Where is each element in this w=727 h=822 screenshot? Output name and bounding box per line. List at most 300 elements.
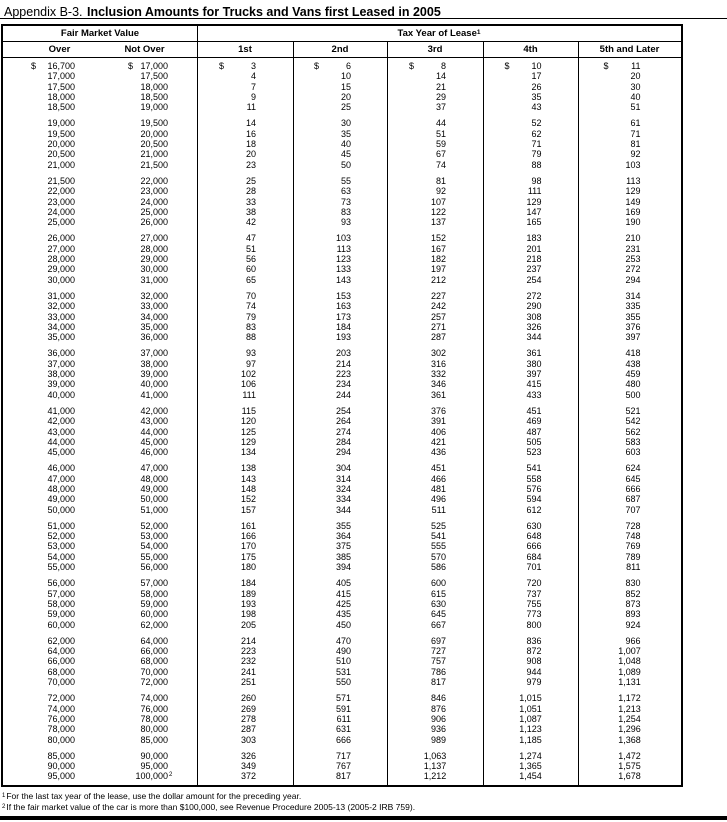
- cell-value: 183: [526, 233, 542, 244]
- year5-cell: [578, 129, 681, 139]
- year1-cell: [197, 771, 293, 781]
- cell-value: 757: [430, 656, 446, 667]
- year4-cell: [483, 578, 578, 588]
- cell-value: 314: [625, 290, 641, 301]
- year4-cell: [483, 494, 578, 504]
- cell-value: 78,000: [47, 724, 75, 735]
- table-row: [3, 71, 681, 81]
- fmv-not-over-cell: [100, 82, 197, 92]
- cell-value: 594: [526, 494, 542, 505]
- year4-cell: [483, 714, 578, 724]
- year4-cell: [483, 139, 578, 149]
- cell-value: 227: [430, 290, 446, 301]
- year2-cell: [293, 390, 387, 400]
- year2-cell: [293, 301, 387, 311]
- year3-cell: [387, 139, 483, 149]
- year1-cell: [197, 264, 293, 274]
- year4-cell: [483, 332, 578, 342]
- cell-value: 88: [245, 332, 256, 343]
- year3-cell: [387, 531, 483, 541]
- cell-value: 335: [625, 301, 641, 312]
- cell-value: 438: [625, 358, 641, 369]
- cell-value: 111: [242, 389, 256, 400]
- year3-cell: [387, 322, 483, 332]
- cell-value: 51,000: [47, 520, 75, 531]
- cell-value: 26,000: [140, 217, 168, 228]
- year1-cell: [197, 636, 293, 646]
- fmv-over-cell: [3, 322, 100, 332]
- fmv-over-cell: [3, 693, 100, 703]
- row-group: [3, 291, 681, 342]
- cell-value: 334: [335, 494, 351, 505]
- cell-value: 58,000: [140, 588, 168, 599]
- cell-value: 355: [335, 520, 351, 531]
- year5-cell: [578, 620, 681, 630]
- cell-value: 148: [240, 483, 256, 494]
- fmv-not-over-cell: [100, 369, 197, 379]
- year3-cell: [387, 562, 483, 572]
- year5-cell: [578, 704, 681, 714]
- fmv-not-over-cell: [100, 505, 197, 515]
- cell-value: 385: [335, 551, 351, 562]
- year1-cell: [197, 160, 293, 170]
- cell-value: 701: [526, 562, 542, 573]
- table-row: [3, 379, 681, 389]
- cell-value: 45,000: [47, 447, 75, 458]
- year1-cell: [197, 348, 293, 358]
- year5-cell: [578, 92, 681, 102]
- year4-cell: [483, 562, 578, 572]
- cell-value: 62,000: [47, 635, 75, 646]
- cell-value: 28: [245, 186, 256, 197]
- cell-value: 375: [335, 541, 351, 552]
- cell-value: 231: [625, 243, 641, 254]
- footnote-1-text: For the last tax year of the lease, use the dollar amount for the preceding year.: [6, 790, 302, 801]
- year2-cell: [293, 416, 387, 426]
- year5-cell: [578, 656, 681, 666]
- cell-value: 272: [625, 264, 641, 275]
- cell-value: 17,500: [47, 81, 75, 92]
- cell-value: 24,000: [140, 196, 168, 207]
- table-row: [3, 160, 681, 170]
- year2-cell: [293, 646, 387, 656]
- year2-cell: [293, 359, 387, 369]
- cell-value: 47: [245, 233, 256, 244]
- fmv-not-over-cell: [100, 552, 197, 562]
- cell-value: 167: [430, 243, 446, 254]
- table-row: [3, 275, 681, 285]
- year1-cell: [197, 552, 293, 562]
- cell-value: 163: [335, 301, 351, 312]
- cell-value: 755: [526, 598, 542, 609]
- year1-cell: [197, 751, 293, 761]
- cell-value: 40: [630, 91, 641, 102]
- year4-cell: [483, 359, 578, 369]
- cell-value: 18,500: [140, 91, 168, 102]
- cell-value: 103: [625, 159, 641, 170]
- fmv-not-over-cell: [100, 494, 197, 504]
- year5-cell: [578, 61, 681, 71]
- cell-value: 830: [625, 578, 641, 589]
- cell-value: 57,000: [140, 578, 168, 589]
- cell-value: 72,000: [140, 677, 168, 688]
- year5-cell: [578, 677, 681, 687]
- cell-value: 645: [430, 609, 446, 620]
- cell-value: 55: [340, 175, 351, 186]
- cell-value: 30,000: [140, 264, 168, 275]
- fmv-over-cell: [3, 704, 100, 714]
- table-row: [3, 82, 681, 92]
- year4-cell: [483, 160, 578, 170]
- year4-cell: [483, 390, 578, 400]
- cell-value: 17: [531, 71, 542, 82]
- year1-cell: [197, 176, 293, 186]
- header-1st-year: 1st: [238, 44, 252, 55]
- cell-value: 64,000: [140, 635, 168, 646]
- cell-value: 212: [430, 274, 446, 285]
- cell-value: 666: [335, 734, 351, 745]
- cell-value: 510: [335, 656, 351, 667]
- table-row: [3, 332, 681, 342]
- year3-cell: [387, 704, 483, 714]
- year3-cell: [387, 359, 483, 369]
- table-row: [3, 656, 681, 666]
- fmv-over-cell: [3, 139, 100, 149]
- year2-cell: [293, 620, 387, 630]
- row-group: [3, 693, 681, 744]
- cell-value: 20,000: [47, 139, 75, 150]
- cell-value: 25,000: [47, 217, 75, 228]
- cell-value: 48,000: [140, 473, 168, 484]
- year2-cell: [293, 82, 387, 92]
- year2-cell: [293, 379, 387, 389]
- table-row: [3, 149, 681, 159]
- year5-cell: [578, 693, 681, 703]
- cell-value: 421: [430, 436, 446, 447]
- year3-cell: [387, 541, 483, 551]
- cell-value: 113: [336, 243, 351, 254]
- fmv-not-over-cell: [100, 589, 197, 599]
- table-row: [3, 667, 681, 677]
- cell-value: 600: [430, 578, 446, 589]
- table-row: [3, 264, 681, 274]
- cell-value: 966: [625, 635, 641, 646]
- cell-value: 525: [430, 520, 446, 531]
- fmv-not-over-cell: [100, 348, 197, 358]
- cell-value: 80,000: [140, 724, 168, 735]
- cell-value: 149: [625, 196, 641, 207]
- year3-cell: [387, 771, 483, 781]
- fmv-over-cell: [3, 369, 100, 379]
- cell-value: 30: [340, 118, 351, 129]
- cell-value: 51,000: [140, 504, 168, 515]
- cell-value: 583: [625, 436, 641, 447]
- year4-cell: [483, 437, 578, 447]
- cell-value: 20: [340, 91, 351, 102]
- cell-value: 44: [435, 118, 446, 129]
- cell-value: 40,000: [140, 379, 168, 390]
- cell-value: 107: [430, 196, 446, 207]
- year5-cell: [578, 118, 681, 128]
- fmv-over-cell: [3, 176, 100, 186]
- cell-value: 201: [526, 243, 542, 254]
- year1-cell: [197, 92, 293, 102]
- fmv-not-over-cell: [100, 724, 197, 734]
- year3-cell: [387, 447, 483, 457]
- inclusion-amounts-table: [1, 24, 683, 787]
- cell-value: 14: [435, 71, 446, 82]
- table-row: [3, 416, 681, 426]
- cell-value: 152: [240, 494, 256, 505]
- cell-value: 26,000: [47, 233, 75, 244]
- year3-cell: [387, 693, 483, 703]
- cell-value: 190: [625, 217, 641, 228]
- cell-value: 74: [435, 159, 446, 170]
- fmv-not-over-cell: [100, 71, 197, 81]
- cell-value: 28,000: [140, 243, 168, 254]
- table-row: [3, 578, 681, 588]
- year5-cell: [578, 390, 681, 400]
- cell-value: 541: [526, 463, 542, 474]
- year3-cell: [387, 599, 483, 609]
- cell-value: 603: [625, 447, 641, 458]
- cell-value: 23,000: [47, 196, 75, 207]
- fmv-not-over-cell: [100, 233, 197, 243]
- cell-value: 630: [430, 598, 446, 609]
- appendix-title: [0, 0, 727, 19]
- cell-value: 302: [430, 348, 446, 359]
- year5-cell: [578, 521, 681, 531]
- year1-cell: [197, 416, 293, 426]
- cell-value: 115: [241, 405, 256, 416]
- cell-value: 32,000: [140, 290, 168, 301]
- year2-cell: [293, 761, 387, 771]
- table-row: [3, 390, 681, 400]
- year3-cell: [387, 264, 483, 274]
- dollar-sign: $: [409, 61, 415, 71]
- table-row: [3, 186, 681, 196]
- fmv-over-cell: [3, 589, 100, 599]
- year2-cell: [293, 562, 387, 572]
- cell-value: 624: [625, 463, 641, 474]
- year1-cell: [197, 322, 293, 332]
- table-row: [3, 531, 681, 541]
- cell-value: 43,000: [47, 426, 75, 437]
- year4-cell: [483, 416, 578, 426]
- year5-cell: [578, 322, 681, 332]
- fmv-over-cell: [3, 484, 100, 494]
- year4-cell: [483, 92, 578, 102]
- cell-value: 29: [435, 91, 446, 102]
- year5-cell: [578, 552, 681, 562]
- table-row: [3, 636, 681, 646]
- cell-value: 284: [335, 436, 351, 447]
- cell-value: 451: [430, 463, 446, 474]
- cell-value: 4: [250, 71, 256, 82]
- table-row: [3, 92, 681, 102]
- year1-cell: [197, 609, 293, 619]
- table-row: [3, 359, 681, 369]
- cell-value: 260: [240, 693, 256, 704]
- fmv-over-cell: [3, 118, 100, 128]
- cell-value: 380: [526, 358, 542, 369]
- cell-value: 8: [440, 61, 446, 71]
- row-group: [3, 751, 681, 782]
- fmv-not-over-cell: [100, 463, 197, 473]
- cell-value: 120: [240, 416, 256, 427]
- row-group: [3, 521, 681, 572]
- cell-value: 23,000: [140, 186, 168, 197]
- fmv-over-cell: [3, 149, 100, 159]
- cell-value: 500: [625, 389, 641, 400]
- fmv-over-cell: [3, 71, 100, 81]
- year1-cell: [197, 667, 293, 677]
- year5-cell: [578, 369, 681, 379]
- year4-cell: [483, 693, 578, 703]
- cell-value: 397: [625, 332, 641, 343]
- cell-value: 48,000: [47, 483, 75, 494]
- year2-cell: [293, 599, 387, 609]
- cell-value: 35,000: [47, 332, 75, 343]
- year1-cell: [197, 599, 293, 609]
- cell-value: 496: [430, 494, 446, 505]
- fmv-not-over-cell: [100, 735, 197, 745]
- cell-value: 612: [526, 504, 542, 515]
- year2-cell: [293, 264, 387, 274]
- footnote-2-marker: 2: [2, 803, 6, 810]
- fmv-not-over-cell: [100, 61, 197, 71]
- year1-cell: [197, 541, 293, 551]
- fmv-not-over-cell: [100, 312, 197, 322]
- cell-value: 153: [335, 290, 351, 301]
- year2-cell: [293, 348, 387, 358]
- table-row: [3, 301, 681, 311]
- cell-value: 1,454: [519, 771, 542, 782]
- year4-cell: [483, 118, 578, 128]
- year1-cell: [197, 369, 293, 379]
- year4-cell: [483, 531, 578, 541]
- table-row: [3, 427, 681, 437]
- year5-cell: [578, 609, 681, 619]
- year1-cell: [197, 118, 293, 128]
- cell-value: 425: [335, 598, 351, 609]
- year3-cell: [387, 724, 483, 734]
- cell-value: 852: [625, 588, 641, 599]
- year1-cell: [197, 646, 293, 656]
- year5-cell: [578, 541, 681, 551]
- fmv-over-cell: [3, 160, 100, 170]
- cell-value: 1,048: [618, 656, 641, 667]
- fmv-not-over-cell: [100, 207, 197, 217]
- cell-value: 60,000: [47, 619, 75, 630]
- cell-value: 906: [430, 713, 446, 724]
- cell-value: 16: [245, 128, 256, 139]
- cell-value: 80,000: [47, 734, 75, 745]
- cell-value: 630: [526, 520, 542, 531]
- fmv-over-cell: [3, 254, 100, 264]
- cell-value: 591: [335, 703, 351, 714]
- year3-cell: [387, 244, 483, 254]
- cell-value: 36,000: [140, 332, 168, 343]
- year1-cell: [197, 359, 293, 369]
- cell-value: 52,000: [140, 520, 168, 531]
- fmv-over-cell: [3, 562, 100, 572]
- fmv-not-over-cell: [100, 646, 197, 656]
- fmv-over-cell: [3, 437, 100, 447]
- footnote-2: [2, 802, 727, 813]
- cell-value: 57,000: [47, 588, 75, 599]
- fmv-not-over-cell: [100, 521, 197, 531]
- year4-cell: [483, 667, 578, 677]
- cell-value: 505: [526, 436, 542, 447]
- cell-value: 123: [335, 254, 351, 265]
- cell-value: 103: [335, 233, 351, 244]
- fmv-not-over-cell: [100, 484, 197, 494]
- year3-cell: [387, 275, 483, 285]
- fmv-over-cell: [3, 447, 100, 457]
- cell-value: 773: [526, 609, 542, 620]
- cell-value: 98: [531, 175, 542, 186]
- fmv-over-cell: [3, 301, 100, 311]
- year4-cell: [483, 312, 578, 322]
- cell-value: 92: [630, 149, 641, 160]
- cell-value: 62: [531, 128, 542, 139]
- cell-value: 30: [630, 81, 641, 92]
- year2-cell: [293, 656, 387, 666]
- fmv-not-over-cell: [100, 714, 197, 724]
- cell-value: 35,000: [140, 321, 168, 332]
- table-row: [3, 735, 681, 745]
- table-row: [3, 369, 681, 379]
- fmv-over-cell: [3, 505, 100, 515]
- year2-cell: [293, 233, 387, 243]
- cell-value: 45: [340, 149, 351, 160]
- year1-cell: [197, 735, 293, 745]
- cell-value: 436: [430, 447, 446, 458]
- cell-value: 433: [526, 389, 542, 400]
- cell-value: 203: [335, 348, 351, 359]
- cell-value: 54,000: [140, 541, 168, 552]
- year3-cell: [387, 301, 483, 311]
- fmv-over-cell: [3, 474, 100, 484]
- fmv-over-cell: [3, 129, 100, 139]
- year5-cell: [578, 724, 681, 734]
- year5-cell: [578, 207, 681, 217]
- cell-value: 720: [526, 578, 542, 589]
- cell-value: 81: [630, 139, 641, 150]
- year2-cell: [293, 677, 387, 687]
- fmv-over-cell: [3, 494, 100, 504]
- cell-value: 68,000: [140, 656, 168, 667]
- cell-value: 908: [526, 656, 542, 667]
- cell-value: 184: [335, 321, 351, 332]
- cell-value: 93: [340, 217, 351, 228]
- fmv-not-over-cell: [100, 599, 197, 609]
- cell-value: 1,678: [618, 771, 641, 782]
- row-group: [3, 636, 681, 687]
- year5-cell: [578, 494, 681, 504]
- cell-value: 397: [526, 369, 542, 380]
- cell-value: 1,575: [618, 761, 641, 772]
- cell-value: 586: [430, 562, 446, 573]
- fmv-over-cell: [3, 244, 100, 254]
- year3-cell: [387, 735, 483, 745]
- cell-value: 81: [435, 175, 446, 186]
- year2-cell: [293, 129, 387, 139]
- cell-value: 42: [245, 217, 256, 228]
- cell-value: 189: [240, 588, 256, 599]
- cell-value: 71: [630, 128, 641, 139]
